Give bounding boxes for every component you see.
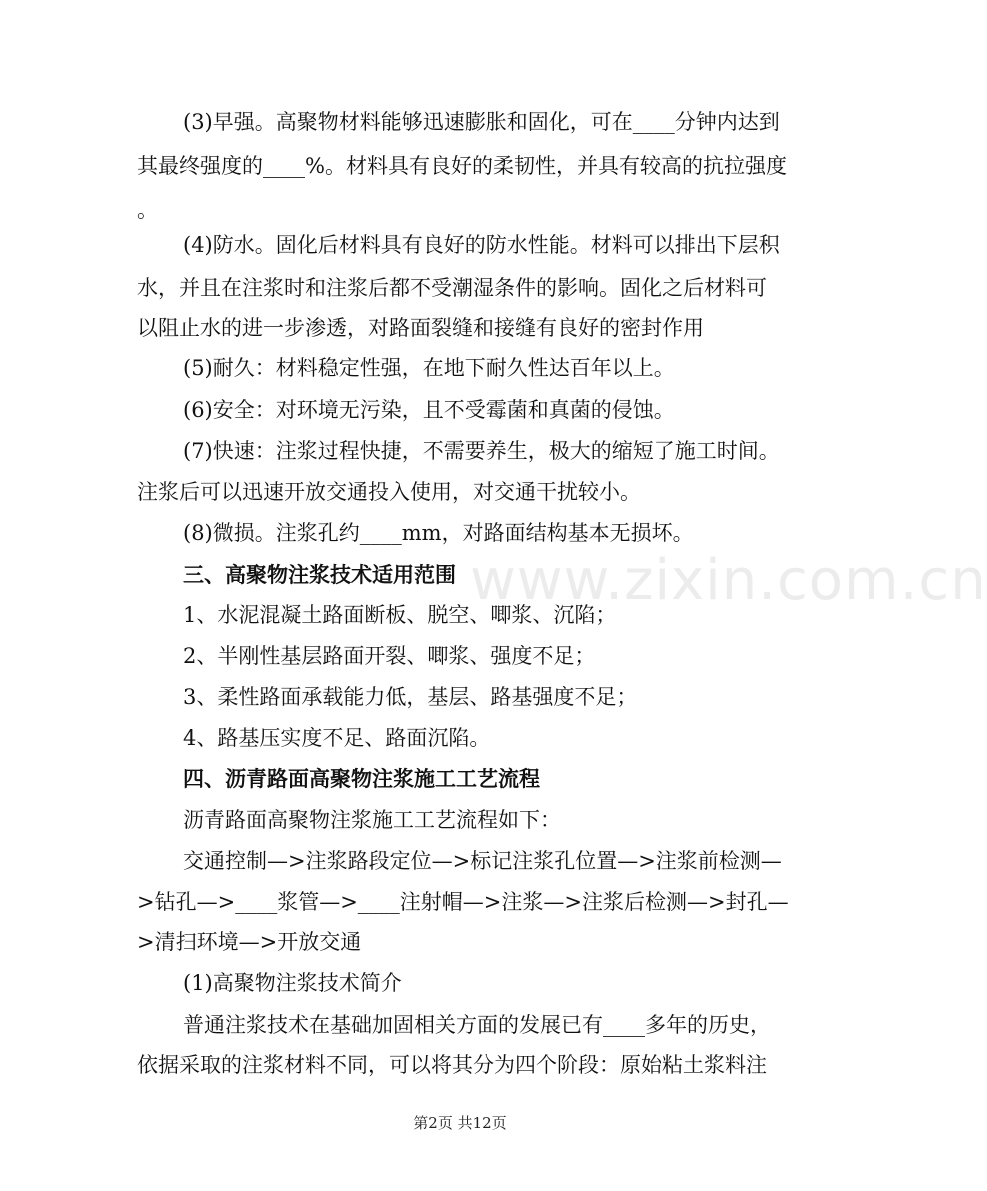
- text-line: (1)高聚物注浆技术简介: [183, 971, 402, 995]
- list-item: 2、半刚性基层路面开裂、唧浆、强度不足；: [183, 644, 596, 668]
- text-line: >清扫环境—>开放交通: [137, 930, 362, 954]
- text-line: (4)防水。固化后材料具有良好的防水性能。材料可以排出下层积: [183, 233, 780, 257]
- text-line: (3)早强。高聚物材料能够迅速膨胀和固化，可在____分钟内达到: [183, 110, 780, 134]
- text-line: 注浆后可以迅速开放交通投入使用，对交通干扰较小。: [137, 480, 641, 504]
- text-line: 其最终强度的____%。材料具有良好的柔韧性，并具有较高的抗拉强度: [137, 154, 787, 178]
- text-line: 普通注浆技术在基础加固相关方面的发展已有____多年的历史，: [183, 1013, 771, 1037]
- text-line: (7)快速：注浆过程快捷，不需要养生，极大的缩短了施工时间。: [183, 439, 780, 463]
- text-line: 依据采取的注浆材料不同，可以将其分为四个阶段：原始粘土浆料注: [137, 1053, 767, 1077]
- text-line: (6)安全：对环境无污染，且不受霉菌和真菌的侵蚀。: [183, 398, 675, 422]
- list-item: 3、柔性路面承载能力低，基层、路基强度不足；: [183, 685, 638, 709]
- text-line: (8)微损。注浆孔约____mm，对路面结构基本无损坏。: [183, 521, 694, 545]
- watermark: www.zixin.com.cn: [470, 548, 987, 613]
- text-line: 水，并且在注浆时和注浆后都不受潮湿条件的影响。固化之后材料可: [137, 276, 767, 300]
- page-footer: 第2页 共12页: [413, 1114, 507, 1132]
- text-line: 交通控制—>注浆路段定位—>标记注浆孔位置—>注浆前检测—: [183, 849, 782, 873]
- list-item: 1、水泥混凝土路面断板、脱空、唧浆、沉陷；: [183, 603, 617, 627]
- text-line: 。: [137, 198, 158, 222]
- text-line: >钻孔—>____浆管—>____注射帽—>注浆—>注浆后检测—>封孔—: [137, 890, 789, 914]
- text-line: (5)耐久：材料稳定性强，在地下耐久性达百年以上。: [183, 356, 675, 380]
- list-item: 4、路基压实度不足、路面沉陷。: [183, 726, 491, 750]
- text-line: 以阻止水的进一步渗透，对路面裂缝和接缝有良好的密封作用: [137, 316, 704, 340]
- text-line: 沥青路面高聚物注浆施工工艺流程如下：: [183, 808, 561, 832]
- section-heading: 四、沥青路面高聚物注浆施工工艺流程: [183, 766, 540, 791]
- section-heading: 三、高聚物注浆技术适用范围: [183, 562, 456, 587]
